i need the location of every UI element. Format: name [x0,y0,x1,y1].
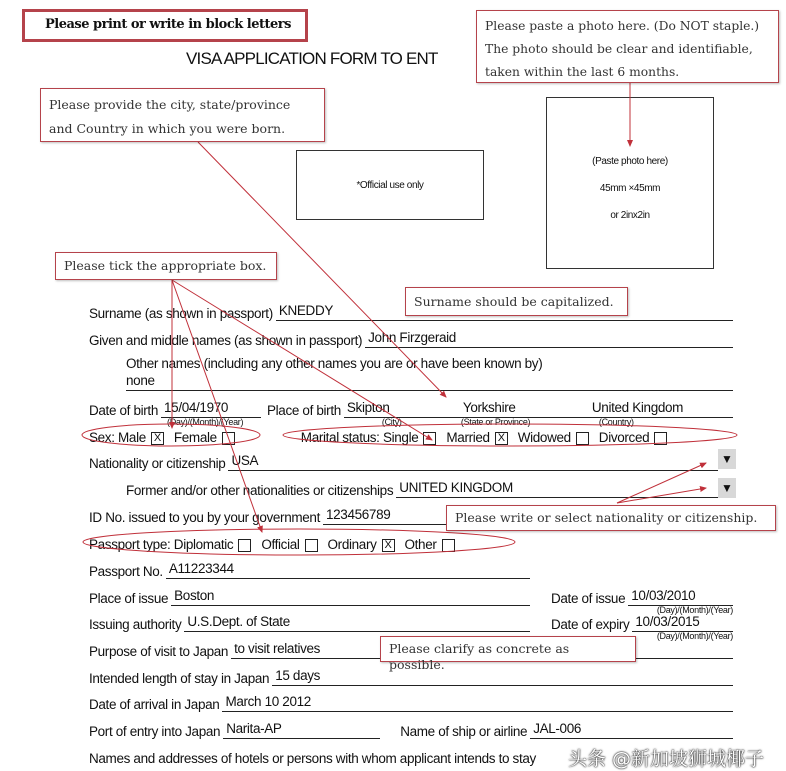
ordinary-label: Ordinary [327,537,377,552]
divorced-checkbox[interactable] [654,432,667,445]
issuing-authority-label: Issuing authority [89,617,182,632]
watermark: 头条 @新加坡狮城椰子 [568,748,765,770]
hotels-label: Names and addresses of hotels or persons with whom applicant intends to stay [89,751,536,766]
length-of-stay-input[interactable]: 15 days [272,668,733,686]
surname-input[interactable]: KNEDDY [276,303,733,321]
photo-box-size: 45mm ×45mm [599,183,661,194]
other-type-label: Other [404,537,437,552]
date-of-expiry-label: Date of expiry [551,617,630,632]
passport-no-label: Passport No. [89,564,163,579]
dob-label: Date of birth [89,403,158,418]
birthplace-note [40,88,325,142]
photo-box-text: (Paste photo here) [592,156,668,167]
nationality-input[interactable]: USA [228,453,718,471]
ship-airline-input[interactable]: JAL-006 [530,721,733,739]
date-of-issue-hint: (Day)/(Month)/(Year) [656,605,733,615]
former-nationality-input[interactable]: UNITED KINGDOM [396,480,718,498]
pob-input[interactable] [344,400,733,427]
dob-value: 15/04/1970 [164,400,229,415]
date-of-issue-value: 10/03/2010 [631,588,696,603]
arrival-date-input[interactable]: March 10 2012 [222,694,733,712]
surname-label: Surname (as shown in passport) [89,306,273,321]
given-names-label: Given and middle names (as shown in passport) [89,333,363,348]
other-type-checkbox[interactable] [442,539,455,552]
sex-male-label: Sex: Male [89,430,146,445]
birthplace-note-line: Please provide the city, state/province [49,97,291,112]
given-names-input[interactable]: John Firzgeraid [365,330,733,348]
date-of-expiry-hint: (Day)/(Month)/(Year) [656,631,733,641]
widowed-label: Widowed [517,430,571,445]
nationality-dropdown-icon[interactable]: ▼ [718,449,736,469]
clarify-note: Please clarify as concrete as possible. [380,636,636,662]
official-checkbox[interactable] [305,539,318,552]
date-of-expiry-input[interactable] [632,614,733,641]
pob-state-hint: (State or Province) [460,417,531,427]
birthplace-note-line: and Country in which you were born. [49,121,286,136]
tick-note: Please tick the appropriate box. [55,252,277,280]
sex-female-label: Female [173,430,217,445]
id-input[interactable]: 123456789 [323,507,733,525]
former-nationality-label: Former and/or other nationalities or citizenships [126,483,394,498]
female-checkbox[interactable] [222,432,235,445]
date-of-issue-label: Date of issue [551,591,626,606]
male-checkbox[interactable]: X [151,432,164,445]
divorced-label: Divorced [598,430,650,445]
pob-city-hint: (City) [381,417,402,427]
official-label: Official [261,537,300,552]
widowed-checkbox[interactable] [576,432,589,445]
purpose-label: Purpose of visit to Japan [89,644,229,659]
place-of-issue-input[interactable]: Boston [171,588,530,606]
married-label: Married [446,430,490,445]
id-label: ID No. issued to you by your government [89,510,320,525]
married-checkbox[interactable]: X [495,432,508,445]
issuing-authority-input[interactable]: U.S.Dept. of State [184,614,530,632]
passport-type-label: Passport type: Diplomatic [89,537,234,552]
form-title: VISA APPLICATION FORM TO ENT [186,49,438,68]
date-of-expiry-value: 10/03/2015 [635,614,700,629]
photo-note [476,10,779,83]
photo-box[interactable] [546,97,714,269]
pob-state: Yorkshire [462,400,516,415]
place-of-issue-label: Place of issue [89,591,169,606]
photo-note-line: taken within the last 6 months. [485,65,680,79]
former-nationality-dropdown-icon[interactable]: ▼ [718,478,736,498]
ordinary-checkbox[interactable]: X [382,539,395,552]
pob-city: Skipton [346,400,390,415]
nationality-label: Nationality or citizenship [89,456,226,471]
arrival-date-label: Date of arrival in Japan [89,697,220,712]
surname-note: Surname should be capitalized. [405,287,628,316]
date-of-issue-input[interactable] [628,588,733,615]
passport-no-input[interactable]: A11223344 [166,561,530,579]
ship-airline-label: Name of ship or airline [400,724,528,739]
photo-box-size-inches: or 2inx2in [610,210,650,221]
official-use-box: *Official use only [296,150,484,220]
other-names-label: Other names (including any other names you are or have been known by) [126,356,543,371]
block-letters-note: Please print or write in block letters [22,9,308,42]
diplomatic-checkbox[interactable] [238,539,251,552]
port-of-entry-input[interactable]: Narita-AP [223,721,380,739]
nationality-note: Please write or select nationality or citizenship. [446,505,776,531]
photo-note-line: Please paste a photo here. (Do NOT staple.) [485,19,760,33]
pob-country: United Kingdom [591,400,684,415]
port-of-entry-label: Port of entry into Japan [89,724,221,739]
dob-input[interactable] [161,400,261,427]
dob-hint: (Day)/(Month)/(Year) [167,417,244,427]
length-of-stay-label: Intended length of stay in Japan [89,671,270,686]
pob-label: Place of birth [267,403,341,418]
purpose-input[interactable]: to visit relatives [231,641,733,659]
single-checkbox[interactable] [423,432,436,445]
marital-single-label: Marital status: Single [300,430,419,445]
pob-country-hint: (Country) [598,417,634,427]
other-names-input[interactable]: none [126,373,733,391]
photo-note-line: The photo should be clear and identifiable, [485,42,753,56]
